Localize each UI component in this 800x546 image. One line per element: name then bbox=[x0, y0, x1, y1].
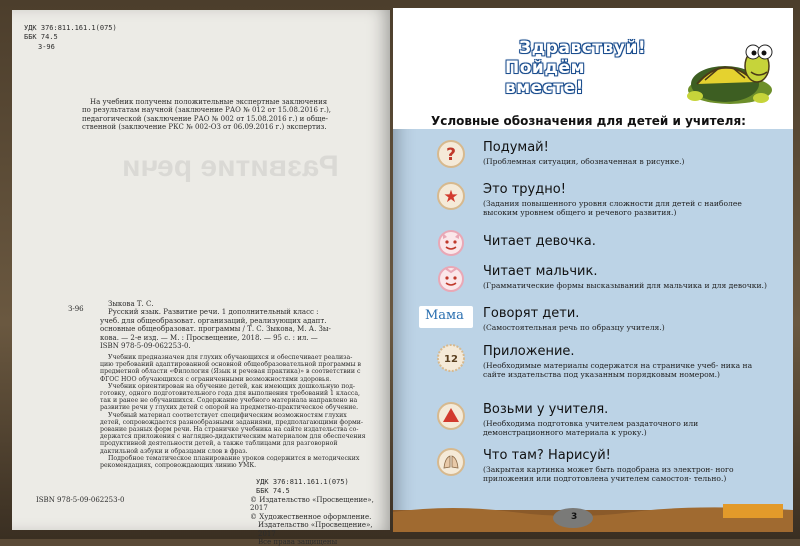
copyright-line: Издательство «Просвещение», 2017 bbox=[258, 521, 373, 538]
annotation-line: цию требований адаптированной основной общеобразовательной программы в bbox=[100, 361, 361, 369]
speech-label-text: Мама bbox=[425, 308, 464, 323]
udk-bottom: УДК 376:811.161.1(075) bbox=[256, 478, 349, 486]
annotation-line: Учебный материал соответствует специфическим возможностям глухих bbox=[108, 411, 347, 419]
item-title: Читает девочка. bbox=[483, 234, 596, 249]
annotation-line: развитие речи у глухих детей с опорой на предметно-практическое обучение. bbox=[100, 404, 359, 412]
isbn-bottom: ISBN 978-5-09-062253-0 bbox=[36, 496, 125, 504]
bbk-top: ББК 74.5 bbox=[24, 33, 58, 41]
greeting-title bbox=[505, 38, 665, 96]
copyright-line: © Издательство «Просвещение», 2017 bbox=[250, 496, 374, 513]
left-page bbox=[12, 10, 390, 546]
item-desc: (Самостоятельная речь по образцу учителя.) bbox=[483, 323, 665, 332]
code-top: З-96 bbox=[38, 43, 55, 51]
item-title: Приложение. bbox=[483, 344, 575, 359]
item-title: Это трудно! bbox=[483, 182, 566, 197]
star-glyph: ★ bbox=[443, 187, 459, 207]
turtle-mascot-icon bbox=[675, 32, 785, 110]
hands-icon bbox=[437, 448, 465, 476]
question-icon bbox=[437, 140, 465, 168]
annotation-line: так и ранее не обучавшихся. Содержание учебного материала направлено на bbox=[100, 397, 358, 405]
legend-list bbox=[393, 130, 793, 510]
copyright-block bbox=[250, 496, 390, 546]
annotation-line: Учебник предназначен для глухих обучающихся и обеспечивает реализа- bbox=[108, 354, 353, 361]
annotation-line: рекомендациях, сопровождающих линию УМК. bbox=[100, 462, 257, 470]
item-title: Читает мальчик. bbox=[483, 264, 598, 279]
item-desc: (Необходима подготовка учителем раздаточного или демонстрационного материала к уроку.) bbox=[483, 419, 699, 438]
question-glyph: ? bbox=[446, 145, 456, 165]
boy-face-icon bbox=[437, 264, 465, 292]
annotation-line: Подробное тематическое планирование уроков содержится в методических bbox=[108, 454, 360, 462]
annotation-line: Учебник ориентирован на обучение детей, как имеющих дошкольную под- bbox=[108, 382, 355, 390]
code-mid: З-96 bbox=[68, 305, 84, 313]
udk-top: УДК 376:811.161.1(075) bbox=[24, 24, 117, 32]
copyright-line: Все права защищены bbox=[258, 538, 338, 546]
ground-decoration bbox=[393, 500, 793, 532]
biblio-author: Зыкова Т. С. bbox=[108, 300, 154, 308]
copyright-line: © Художественное оформление. bbox=[250, 512, 372, 521]
expertise-line: ственной (заключение РКС № 002-ОЗ от 06.09.2016 г.) экспертиз. bbox=[82, 123, 327, 132]
item-title: Возьми у учителя. bbox=[483, 402, 609, 417]
biblio-line: кова. — 2-е изд. — М. : Просвещение, 2018. — 95 с. : ил. — bbox=[100, 333, 318, 342]
number-badge-text: 12 bbox=[444, 354, 458, 365]
number-badge-icon bbox=[437, 344, 465, 372]
item-desc: (Грамматические формы высказываний для мальчика и для девочки.) bbox=[483, 281, 767, 290]
speech-label-icon bbox=[419, 306, 473, 328]
girl-face-icon bbox=[437, 228, 465, 256]
item-desc: (Закрытая картинка может быть подобрана из электрон- ного приложения или подготовлена учителем самостоя- тельно.) bbox=[483, 465, 734, 484]
expertise-line: по результатам научной (заключение РАО № 012 от 15.08.2016 г.), bbox=[82, 106, 332, 115]
item-title: Что там? Нарисуй! bbox=[483, 448, 611, 463]
biblio-line: Русский язык. Развитие речи. 1 дополнительный класс : bbox=[108, 308, 319, 317]
right-page bbox=[393, 8, 793, 532]
expertise-line: На учебник получены положительные экспертные заключения bbox=[90, 98, 328, 106]
item-desc: (Проблемная ситуация, обозначенная в рисунке.) bbox=[483, 157, 685, 166]
annotation-line: продуктивной деятельности детей, а также таблицами для разговорной bbox=[100, 440, 338, 448]
page-number: 3 bbox=[571, 512, 578, 522]
annotation-line: держатся приложения с наглядно-дидактическим материалом для обеспечения bbox=[100, 433, 366, 441]
biblio-line: учеб. для общеобразоват. организаций, реализующих адапт. bbox=[100, 316, 327, 325]
expertise-block bbox=[82, 98, 382, 132]
annotation-line: ФГОС НОО обучающихся с ограниченными возможностями здоровья. bbox=[100, 375, 332, 383]
expertise-line: педагогической (заключение РАО № 002 от 15.08.2016 г.) и обще- bbox=[82, 114, 328, 123]
annotation-line: предметной области «Филология (Язык и речевая практика)» в соответствии с bbox=[100, 368, 361, 376]
star-icon bbox=[437, 182, 465, 210]
bleed-through-title bbox=[122, 150, 339, 184]
item-desc: (Необходимые материалы содержатся на страничке учеб- ника на сайте издательства под указанным порядковым номером.) bbox=[483, 361, 753, 380]
title-line-1: Здравствуй! bbox=[519, 38, 647, 58]
annotation-line: готовку, одного подготовительного года для выполнения требований 1 класса, bbox=[100, 390, 361, 398]
item-desc: (Задания повышенного уровня сложности для детей с наиболее высоким уровнем общего и речевого развития.) bbox=[483, 199, 742, 218]
bibliographic-record bbox=[100, 300, 380, 350]
biblio-line: основные общеобразоват. программы / Т. С. Зыкова, М. А. Зы- bbox=[100, 325, 331, 334]
item-title: Говорят дети. bbox=[483, 306, 580, 321]
biblio-isbn: ISBN 978-5-09-062253-0. bbox=[100, 342, 191, 351]
legend-header: Условные обозначения для детей и учителя: bbox=[431, 114, 746, 128]
annotation-line: дактильной азбуки и образцами слов в фраз. bbox=[100, 447, 248, 455]
title-line-2: Пойдём вместе! bbox=[505, 58, 585, 98]
annotation-line: рование разных форм речи. На страничке учебника на сайте издательства со- bbox=[100, 426, 359, 434]
item-title: Подумай! bbox=[483, 140, 549, 155]
annotation-line: детей, сопровождается разнообразными заданиями, предполагающими форми- bbox=[100, 418, 363, 426]
bbk-bottom: ББК 74.5 bbox=[256, 487, 290, 495]
triangle-icon bbox=[437, 402, 465, 430]
annotation-block bbox=[100, 354, 384, 469]
ghost-title-text: Развитие речи bbox=[122, 150, 339, 183]
